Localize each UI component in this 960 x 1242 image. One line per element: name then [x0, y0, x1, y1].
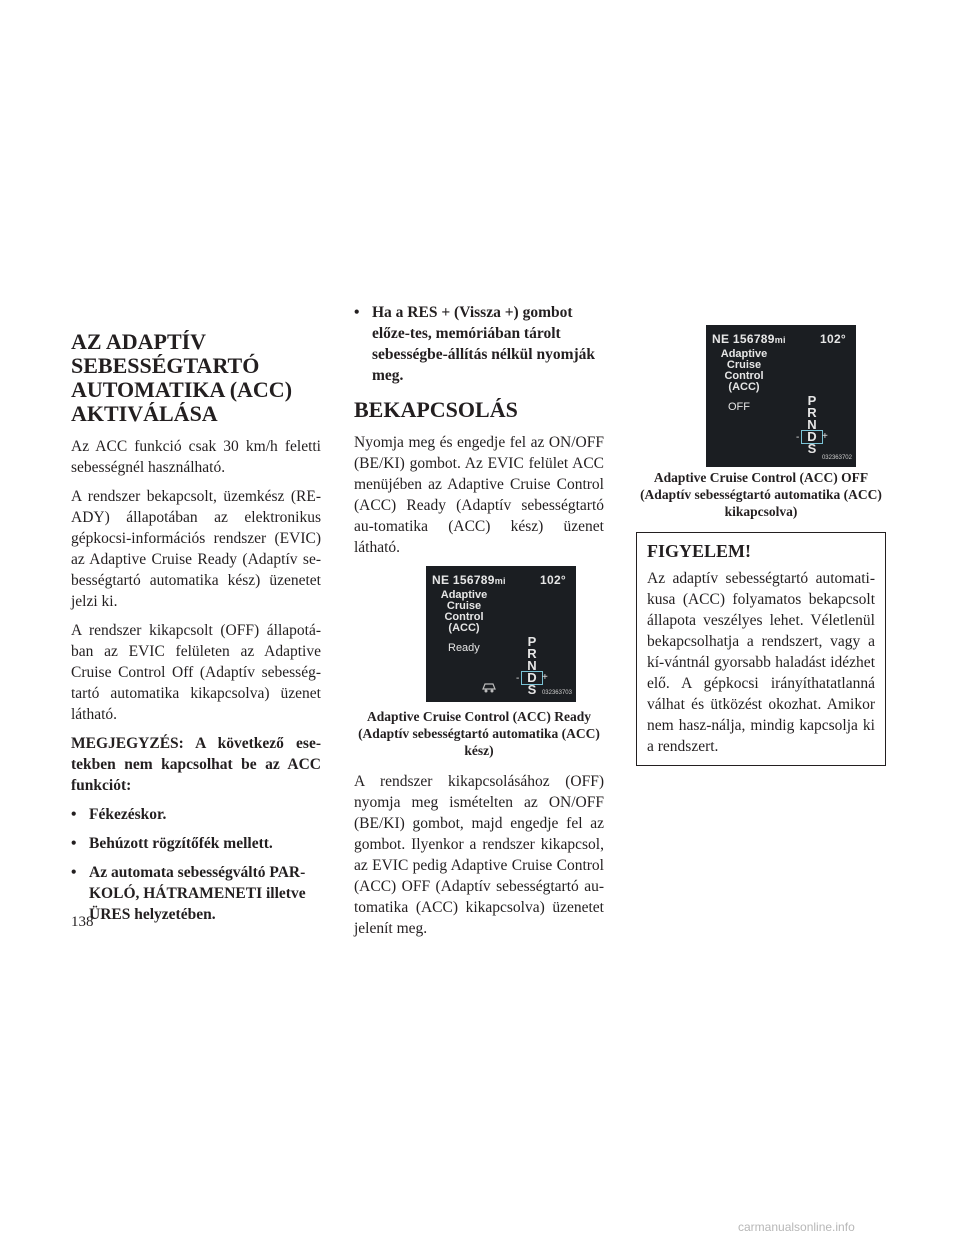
- heading-line: AKTIVÁLÁSA: [71, 401, 218, 426]
- gear-indicator: P R N D S: [522, 636, 542, 696]
- acc-title: Adaptive Cruise Control (ACC): [720, 348, 768, 393]
- acc-state: Ready: [448, 642, 480, 654]
- column-1: [71, 330, 321, 933]
- heading-line: AUTOMATIKA (ACC): [71, 377, 293, 402]
- paragraph: Az ACC funkció csak 30 km/h feletti sebességnél használható.: [71, 438, 321, 476]
- list-item: • Fékezéskor.: [71, 806, 167, 823]
- minus-sign: -: [516, 673, 520, 684]
- column-2: [354, 302, 604, 947]
- warning-text: Az adaptív sebességtartó automati-kusa (ACC) folyamatos bekapcsolt állapota veszélyes lehet. Véletlenül bekapcsolhatja a rendszert, vagy a kí-vántnál gyorsabb haladást idézhet elő. A gépkocsi irányíthatatlanná válhat és ütközést okozhat. Amikor nem hasz-nálja, mindig kapcsolja ki a rendszert.: [647, 570, 875, 755]
- column-3: [636, 325, 886, 766]
- paragraph: A rendszer kikapcsolt (OFF) állapotá-ban az EVIC felületen az Adaptive Cruise Control Off (Adaptív sebesség-tartó automatika kikapcsolva) üzenet látható.: [71, 622, 321, 723]
- gear-indicator: P R N D S: [802, 395, 822, 455]
- cluster-display-off: [706, 325, 856, 467]
- list-item: • Az automata sebességváltó PAR-KOLÓ, HÁTRAMENETI illetve ÜRES helyzetében.: [71, 864, 306, 923]
- acc-car-icon: [480, 680, 498, 694]
- plus-sign: +: [822, 431, 828, 442]
- acc-title: Adaptive Cruise Control (ACC): [440, 589, 488, 634]
- plus-sign: +: [542, 672, 548, 683]
- list-item: • Ha a RES + (Vissza +) gombot előze-tes, memóriában tárolt sebességbe-állítás nélkül nyomják meg.: [354, 304, 596, 384]
- figure-code: 032363703: [541, 690, 572, 696]
- odometer-readout: NE 156789mi 102°: [712, 332, 847, 346]
- page-number: 138: [71, 914, 94, 930]
- watermark: carmanualsonline.info: [738, 1220, 855, 1234]
- bullet-list: [71, 804, 321, 925]
- minus-sign: -: [796, 432, 800, 443]
- warning-box: [636, 532, 886, 766]
- paragraph: Nyomja meg és engedje fel az ON/OFF (BE/KI) gombot. Az EVIC felület ACC menüjében az Adaptive Cruise Control (ACC) Ready (Adaptív sebességtartó au-tomatika (ACC) kész) üzenet látható.: [354, 434, 604, 556]
- section-heading-switch-on: BEKAPCSOLÁS: [354, 397, 518, 422]
- paragraph: A rendszer bekapcsolt, üzemkész (RE-ADY) állapotában az elektronikus gépkocsi-információs rendszer (EVIC) az Adaptive Cruise Ready (Adaptív se-bességtartó automatika kész) üzenetet jelzi ki.: [71, 488, 321, 610]
- note-paragraph: MEGJEGYZÉS: A következő ese-tekben nem kapcsolhat be az ACC funkciót:: [71, 735, 321, 794]
- acc-state: OFF: [728, 401, 750, 413]
- figure-code: 032363702: [821, 455, 852, 461]
- bullet-list: [354, 302, 604, 386]
- figure-caption: Adaptive Cruise Control (ACC) Ready (Adaptív sebességtartó automatika (ACC) kész): [358, 709, 600, 758]
- section-heading-acc-activation: [71, 330, 321, 426]
- heading-line: SEBESSÉGTARTÓ: [71, 353, 260, 378]
- paragraph: A rendszer kikapcsolásához (OFF) nyomja meg ismételten az ON/OFF (BE/KI) gombot, majd engedje fel az gombot. Ilyenkor a rendszer kikapcsol, az EVIC pedig Adaptive Cruise Control (ACC) OFF (Adaptív sebességtartó au-tomatika (ACC) kikapcsolva) üzenetet jelenít meg.: [354, 773, 604, 937]
- odometer-readout: NE 156789mi 102°: [432, 573, 567, 587]
- warning-title: FIGYELEM!: [647, 541, 752, 561]
- figure-caption: Adaptive Cruise Control (ACC) OFF (Adaptív sebességtartó automatika (ACC) kikapcsolva): [640, 470, 882, 519]
- heading-line: AZ ADAPTÍV: [71, 329, 207, 354]
- cluster-display-ready: [426, 566, 576, 702]
- list-item: • Behúzott rögzítőfék mellett.: [71, 835, 273, 852]
